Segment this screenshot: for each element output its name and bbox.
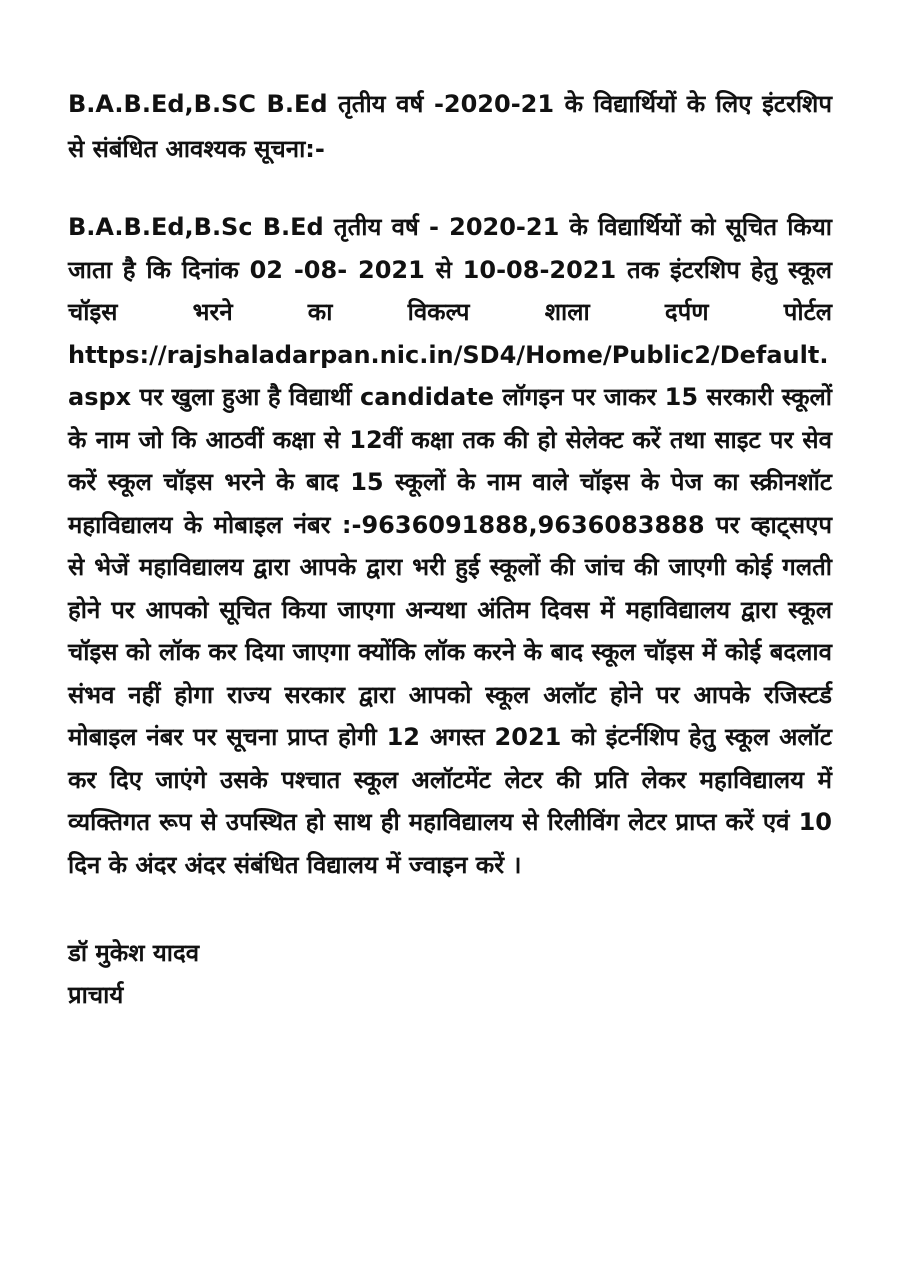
notice-heading: B.A.B.Ed,B.SC B.Ed तृतीय वर्ष -2020-21 के विद्यार्थियों के लिए इंटरशिप से संबंधित आवश्यक सूचना:- bbox=[68, 90, 832, 163]
signatory-name: डॉ मुकेश यादव bbox=[68, 939, 200, 967]
signature-block bbox=[68, 932, 832, 1016]
notice-page bbox=[68, 82, 832, 1016]
notice-body bbox=[68, 206, 832, 886]
portal-url: https://rajshaladarpan.nic.in/SD4/Home/Public2/Default.aspx bbox=[68, 340, 829, 411]
notice-body-intro: B.A.B.Ed,B.Sc B.Ed तृतीय वर्ष - 2020-21 के विद्यार्थियों को सूचित किया जाता है कि दिनांक 02 -08- 2021 से 10-08-2021 तक इंटरशिप हेतु स्कूल चॉइस भरने का विकल्प शाला दर्पण पोर्टल bbox=[68, 213, 832, 326]
signatory-designation: प्राचार्य bbox=[68, 981, 124, 1009]
notice-body-instructions: पर खुला हुआ है विद्यार्थी candidate लॉगइन पर जाकर 15 सरकारी स्कूलों के नाम जो कि आठवीं कक्षा से 12वीं कक्षा तक की हो सेलेक्ट करें तथा साइट पर सेव करें स्कूल चॉइस भरने के बाद 15 स्कूलों के नाम वाले चॉइस के पेज का स्क्रीनशॉट महाविद्यालय के मोबाइल नंबर :-9636091888,9636083888 पर व्हाट्सएप से भेजें महाविद्यालय द्वारा आपके द्वारा भरी हुई स्कूलों की जांच की जाएगी कोई गलती होने पर आपको सूचित किया जाएगा अन्यथा अंतिम दिवस में महाविद्यालय द्वारा स्कूल चॉइस को लॉक कर दिया जाएगा क्योंकि लॉक करने के बाद स्कूल चॉइस में कोई बदलाव संभव नहीं होगा राज्य सरकार द्वारा आपको स्कूल अलॉट होने पर आपके रजिस्टर्ड मोबाइल नंबर पर सूचना प्राप्त होगी 12 अगस्त 2021 को इंटर्नशिप हेतु स्कूल अलॉट कर दिए जाएंगे उसके पश्चात स्कूल अलॉटमेंट लेटर की प्रति लेकर महाविद्यालय में व्यक्तिगत रूप से उपस्थित हो साथ ही महाविद्यालय से रिलीविंग लेटर प्राप्त करें एवं 10 दिन के अंदर अंदर संबंधित विद्यालय में ज्वाइन करें । bbox=[68, 383, 832, 879]
